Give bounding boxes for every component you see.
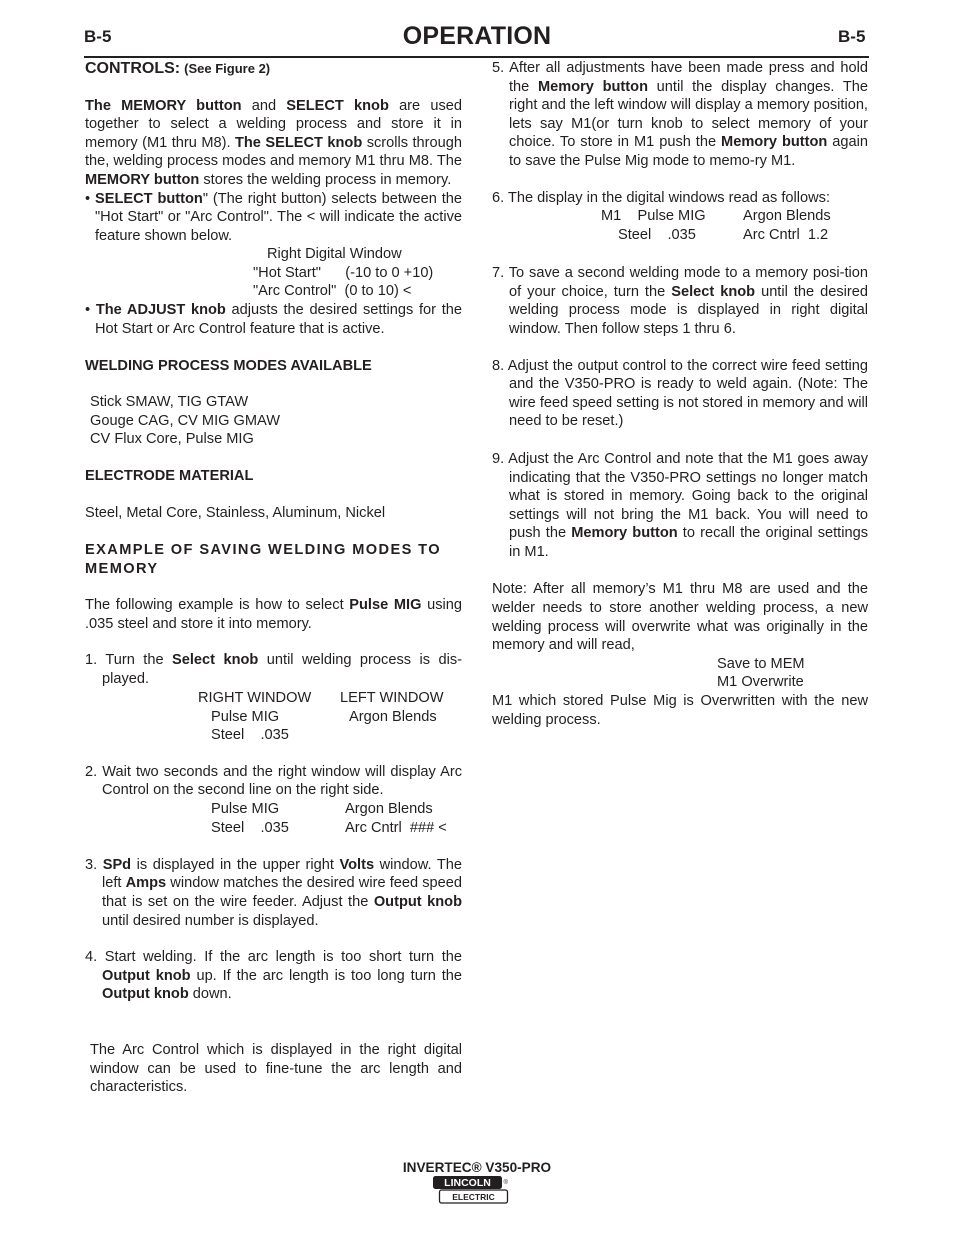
text-run: until the display changes. The right and the left window will display a memory position, lets say M1(or turn knob to select memory of your choice. To store in M1 push the: [509, 78, 868, 151]
step-3: [85, 856, 462, 930]
text-run: again to save the Pulse Mig mode to memo-ry M1.: [509, 134, 869, 169]
text-run: 9. Adjust the Arc Control and note that the M1 goes away indicating that the V350-PRO settings no longer match what is stored in memory. Going back to the original settings will not bring the M1 back. You will need to push the: [492, 450, 868, 542]
left-column: [85, 60, 462, 1097]
right-column: [492, 59, 868, 729]
text-run: 5. After all adjustments have been made press and hold the: [492, 60, 868, 95]
text-run: until the desired welding process mode is displayed in right digital window. Then follow steps 1 thru 6.: [509, 283, 868, 337]
text-run: window matches the desired wire feed speed that is set on the wire feeder. Adjust the: [102, 875, 462, 911]
m1-overwrite: M1 Overwrite: [717, 674, 804, 691]
bold-term: Memory button: [537, 78, 648, 95]
overwrite-display: [492, 655, 868, 692]
logo-bottom-text: ELECTRIC: [452, 1192, 495, 1202]
bold-term: Volts: [339, 856, 375, 873]
display-process: Pulse MIG: [211, 708, 280, 725]
text-run: down.: [188, 986, 232, 1003]
bold-term: Output knob: [373, 894, 462, 911]
display-memory-process: M1 Pulse MIG: [601, 208, 706, 225]
display-wire: Steel .035: [211, 726, 289, 743]
logo-registered-mark: ®: [503, 1180, 508, 1186]
step-8: [492, 357, 868, 431]
text-run: to recall the original settings in M1.: [509, 525, 868, 560]
modes-heading: WELDING PROCESS MODES AVAILABLE: [85, 357, 372, 374]
text-run: 1. Turn the: [85, 652, 173, 669]
display-wire: Steel .035: [211, 819, 289, 836]
bold-term: The ADJUST knob: [95, 302, 226, 319]
controls-heading: CONTROLS:: [85, 60, 181, 77]
display-wire: Steel .035: [618, 227, 696, 244]
right-window-label: RIGHT WINDOW: [198, 689, 312, 706]
text-run: 2. Wait two seconds and the right window will display Arc Control on the second line on the right side.: [85, 763, 462, 799]
text-run: up. If the arc length is too long turn the: [190, 967, 462, 984]
select-button-bullet: [85, 190, 462, 246]
step-4: [85, 948, 462, 1004]
memory-note-end: M1 which stored Pulse Mig is Overwritten with the new welding process.: [492, 693, 868, 728]
step-2: [85, 763, 462, 800]
electrode-heading: ELECTRODE MATERIAL: [85, 467, 254, 484]
rdw-line-hot-start: "Hot Start" (-10 to 0 +10): [253, 265, 434, 282]
example-heading: EXAMPLE OF SAVING WELDING MODES TO MEMORY: [85, 542, 441, 577]
bold-term: Amps: [125, 875, 167, 892]
text-run: 3.: [85, 856, 103, 873]
step-1-display: [85, 689, 462, 745]
text-run: stores the welding process in memory.: [199, 171, 452, 188]
text-run: •: [85, 190, 95, 207]
controls-ref: (See Figure 2): [184, 61, 271, 76]
modes-list: [85, 393, 462, 449]
text-run: 6. The display in the digital windows read as follows:: [492, 189, 831, 206]
text-run: 7. To save a second welding mode to a memory posi-tion of your choice, turn the: [492, 265, 868, 300]
mode-item: CV Flux Core, Pulse MIG: [90, 431, 254, 448]
bold-term: SPd: [102, 856, 132, 873]
right-digital-window-display: [85, 245, 462, 301]
save-to-mem: Save to MEM: [717, 655, 805, 672]
page-title: OPERATION: [402, 22, 552, 50]
step-1: [85, 651, 462, 688]
rdw-title: Right Digital Window: [267, 246, 402, 263]
display-arc-control: Arc Cntrl 1.2: [743, 227, 829, 244]
page-code-left: B-5: [84, 27, 112, 46]
header-rule: [84, 56, 869, 58]
arc-control-note: The Arc Control which is displayed in the right digital window can be used to fine-tune the arc length and characteristics.: [90, 1042, 462, 1096]
controls-heading-line: [85, 60, 462, 79]
step-5: [492, 59, 868, 171]
text-run: scrolls through the, welding process modes and memory M1 thru M8. The: [85, 134, 462, 170]
bold-term: Pulse MIG: [349, 597, 422, 614]
rdw-line-arc-control: "Arc Control" (0 to 10) <: [253, 283, 412, 300]
bold-term: The MEMORY button: [85, 97, 242, 114]
bold-term: Output knob: [102, 986, 189, 1003]
page-code-right: B-5: [838, 27, 866, 46]
text-run: using .035 steel and store it into memory.: [85, 597, 462, 632]
bold-term: Memory button: [721, 134, 828, 151]
mode-item: Stick SMAW, TIG GTAW: [90, 394, 249, 411]
display-gas: Argon Blends: [345, 800, 433, 817]
step-7: [492, 264, 868, 338]
display-gas: Argon Blends: [743, 208, 831, 225]
bold-term: Select knob: [671, 283, 756, 300]
display-process: Pulse MIG: [211, 800, 280, 817]
electrode-text: Steel, Metal Core, Stainless, Aluminum, Nickel: [85, 504, 386, 521]
memory-note: Note: After all memory’s M1 thru M8 are used and the welder needs to store another welding process, a new welding process will overwrite what was originally in the memory and will read,: [492, 581, 868, 654]
controls-intro: [85, 97, 462, 190]
left-window-label: LEFT WINDOW: [340, 689, 444, 706]
bold-term: MEMORY button: [85, 171, 200, 188]
text-run: 8. Adjust the output control to the correct wire feed setting and the V350-PRO is ready to weld again. (Note: The wire feed speed setting is not stored in memory and will need to be reset.): [492, 357, 868, 430]
bold-term: SELECT knob: [286, 97, 389, 114]
text-run: " (The right button) selects between the "Hot Start" or "Arc Control". The < will indicate the active feature shown below.: [95, 190, 462, 244]
bold-term: The SELECT knob: [234, 134, 363, 151]
bold-term: Output knob: [102, 967, 191, 984]
adjust-knob-bullet: [85, 301, 462, 338]
text-run: The following example is how to select: [85, 597, 350, 614]
step-6: [492, 189, 868, 208]
bold-term: Select knob: [172, 652, 259, 669]
step-9: [492, 450, 868, 562]
bold-term: SELECT button: [95, 190, 203, 207]
bold-term: Memory button: [571, 525, 678, 542]
text-run: until welding process is dis-played.: [102, 652, 462, 688]
example-intro: [85, 596, 462, 633]
text-run: 4. Start welding. If the arc length is too short turn the: [85, 949, 462, 966]
step-2-display: [85, 800, 462, 837]
logo-top-text: LINCOLN: [444, 1177, 491, 1190]
text-run: until desired number is displayed.: [102, 912, 319, 929]
footer-product: INVERTEC® V350-PRO: [402, 1160, 552, 1175]
text-run: window. The left: [102, 856, 462, 892]
mode-item: Gouge CAG, CV MIG GMAW: [90, 412, 281, 429]
lincoln-electric-logo: [433, 1176, 509, 1204]
step-6-display: [492, 207, 868, 245]
text-run: •: [85, 302, 96, 319]
text-run: and: [241, 97, 287, 114]
display-arc-control: Arc Cntrl ### <: [345, 819, 447, 836]
text-run: is displayed in the upper right: [131, 856, 340, 873]
text-run: adjusts the desired settings for the Hot Start or Arc Control feature that is active.: [95, 302, 462, 337]
text-run: are used together to select a welding process and store it in memory (M1 thru M8).: [85, 97, 462, 151]
display-gas: Argon Blends: [349, 708, 437, 725]
